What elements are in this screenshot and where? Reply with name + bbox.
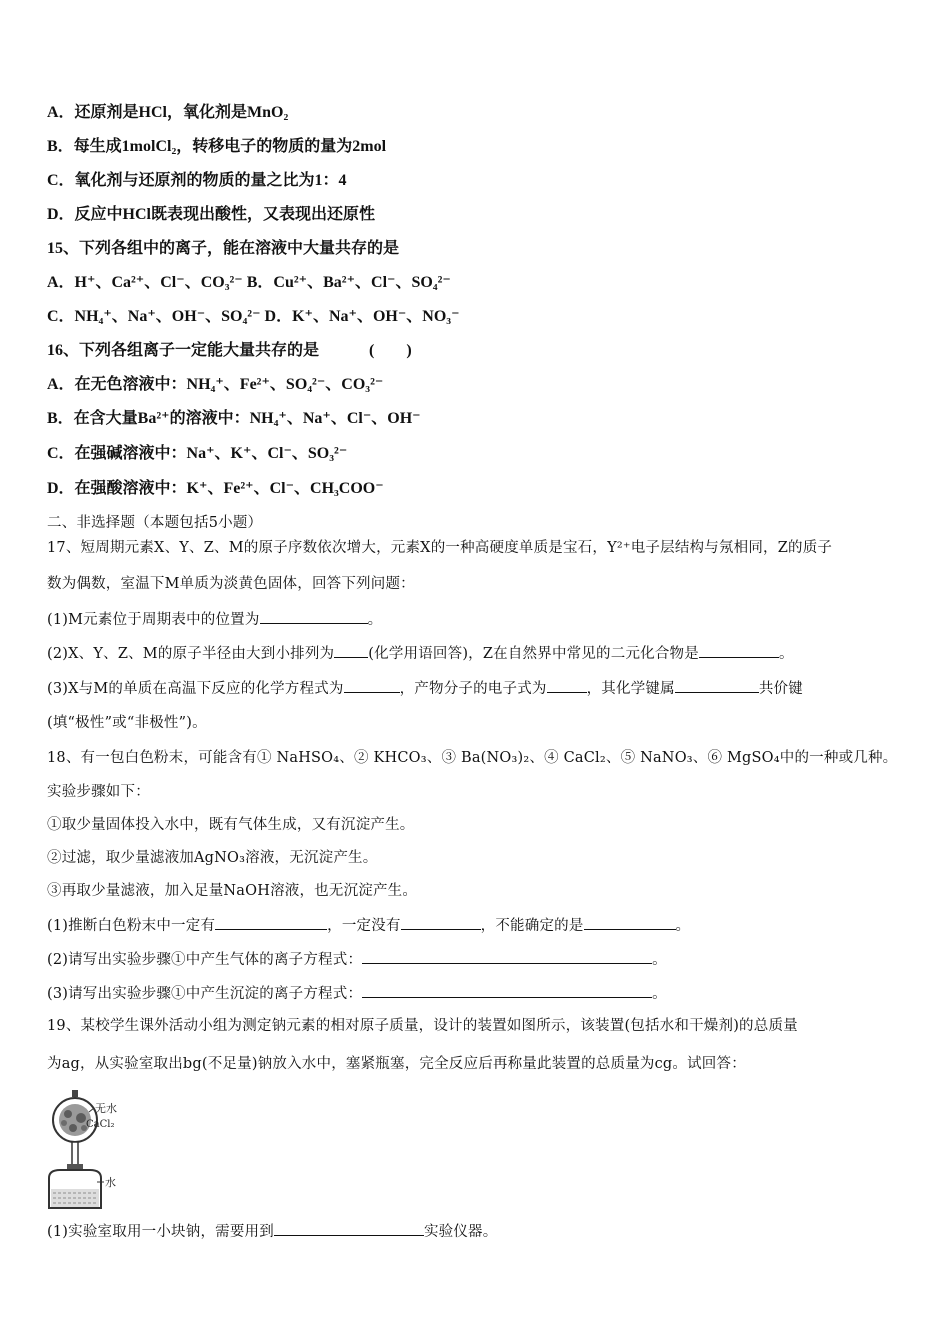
q18-part-3 bbox=[47, 983, 667, 1004]
q19-stem-2: 为ag，从实验室取出bg(不足量)钠放入水中，塞紧瓶塞，完全反应后再称量此装置的总质量为cg。试回答： bbox=[47, 1056, 746, 1072]
q16-option-c: C．在强碱溶液中：Na⁺、K⁺、Cl⁻、SO₃²⁻ bbox=[47, 445, 348, 462]
answer-blank[interactable] bbox=[274, 1221, 424, 1236]
q18-stem-1: 18、有一包白色粉末，可能含有① NaHSO₄、② KHCO₃、③ Ba(NO₃)₂、④ CaCl₂、⑤ NaNO₃、⑥ MgSO₄中的一种或几种。 bbox=[47, 750, 898, 766]
q17-part-3-mid1: ，产物分子的电子式为 bbox=[399, 681, 547, 697]
q18-part-1-text: (1)推断白色粉末中一定有 bbox=[47, 918, 216, 934]
q17-part-1-text: (1)M元素位于周期表中的位置为 bbox=[47, 612, 260, 628]
q17-part-2 bbox=[47, 643, 794, 664]
q14-option-b: B．每生成1molCl₂，转移电子的物质的量为2mol bbox=[47, 138, 387, 155]
q17-part-3-end: 共价键 bbox=[758, 681, 803, 697]
q16-stem-text: 16、下列各组离子一定能大量共存的是 bbox=[47, 342, 320, 359]
answer-blank[interactable] bbox=[584, 915, 676, 930]
q14-option-c: C．氧化剂与还原剂的物质的量之比为1：4 bbox=[47, 172, 347, 189]
q18-part-2-end: 。 bbox=[652, 952, 667, 968]
q17-part-1 bbox=[47, 609, 382, 630]
label-cacl2: CaCl₂ bbox=[86, 1119, 115, 1130]
q18-step-3: ③再取少量滤液，加入足量NaOH溶液，也无沉淀产生。 bbox=[47, 883, 418, 899]
answer-blank[interactable] bbox=[401, 915, 481, 930]
q14-option-d: D．反应中HCl既表现出酸性，又表现出还原性 bbox=[47, 206, 376, 223]
q18-part-2 bbox=[47, 949, 667, 970]
q18-step-2: ②过滤，取少量滤液加AgNO₃溶液，无沉淀产生。 bbox=[47, 850, 378, 866]
q19-stem-1: 19、某校学生课外活动小组为测定钠元素的相对原子质量，设计的装置如图所示，该装置(包括水和干燥剂)的总质量 bbox=[47, 1018, 798, 1034]
label-anhydrous: 无水 bbox=[95, 1102, 117, 1115]
apparatus-figure bbox=[44, 1090, 134, 1210]
q14-option-a: A．还原剂是HCl，氧化剂是MnO₂ bbox=[47, 104, 289, 121]
q15-options-cd: C．NH₄⁺、Na⁺、OH⁻、SO₄²⁻ D．K⁺、Na⁺、OH⁻、NO₃⁻ bbox=[47, 308, 460, 325]
q18-part-2-text: (2)请写出实验步骤①中产生气体的离子方程式： bbox=[47, 952, 363, 968]
q16-answer-paren: ( ) bbox=[369, 342, 412, 359]
q17-stem-2: 数为偶数，室温下M单质为淡黄色固体，回答下列问题： bbox=[47, 576, 415, 592]
q16-stem bbox=[47, 341, 412, 361]
q17-part-2-mid: (化学用语回答)，Z在自然界中常见的二元化合物是 bbox=[368, 646, 699, 662]
q16-option-a: A．在无色溶液中：NH₄⁺、Fe²⁺、SO₄²⁻、CO₃²⁻ bbox=[47, 376, 384, 393]
q18-part-1 bbox=[47, 915, 690, 936]
q18-part-1-end: 。 bbox=[675, 918, 691, 934]
q17-stem-1: 17、短周期元素X、Y、Z、M的原子序数依次增大，元素X的一种高硬度单质是宝石，Y²⁺电子层结构与氖相同，Z的质子 bbox=[47, 540, 833, 556]
label-water: 水 bbox=[105, 1176, 116, 1189]
q17-part-3-text: (3)X与M的单质在高温下反应的化学方程式为 bbox=[47, 681, 344, 697]
answer-blank[interactable] bbox=[334, 643, 368, 658]
q19-part-1 bbox=[47, 1221, 497, 1242]
q17-part-3-line-2: (填“极性”或“非极性”)。 bbox=[47, 715, 207, 731]
q19-part-1-text: (1)实验室取用一小块钠，需要用到 bbox=[47, 1224, 274, 1240]
answer-blank[interactable] bbox=[547, 678, 587, 693]
answer-blank[interactable] bbox=[362, 949, 652, 964]
q18-part-3-text: (3)请写出实验步骤①中产生沉淀的离子方程式： bbox=[47, 986, 363, 1002]
answer-blank[interactable] bbox=[344, 678, 400, 693]
q19-part-1-end: 实验仪器。 bbox=[423, 1224, 498, 1240]
answer-blank[interactable] bbox=[699, 643, 779, 658]
q17-part-3 bbox=[47, 678, 803, 699]
q15-stem: 15、下列各组中的离子，能在溶液中大量共存的是 bbox=[47, 240, 400, 257]
answer-blank[interactable] bbox=[260, 609, 368, 624]
q15-options-ab: A．H⁺、Ca²⁺、Cl⁻、CO₃²⁻ B．Cu²⁺、Ba²⁺、Cl⁻、SO₄²⁻ bbox=[47, 274, 451, 291]
answer-blank[interactable] bbox=[362, 983, 652, 998]
q17-part-1-end: 。 bbox=[367, 612, 383, 628]
q17-part-2-text: (2)X、Y、Z、M的原子半径由大到小排列为 bbox=[47, 646, 335, 662]
q18-part-1-mid1: ，一定没有 bbox=[327, 918, 401, 934]
q17-part-3-mid2: ，其化学键属 bbox=[586, 681, 675, 697]
q18-stem-2: 实验步骤如下： bbox=[47, 784, 150, 800]
q16-option-d: D．在强酸溶液中：K⁺、Fe²⁺、Cl⁻、CH₃COO⁻ bbox=[47, 480, 384, 497]
answer-blank[interactable] bbox=[215, 915, 327, 930]
q18-part-1-mid2: ，不能确定的是 bbox=[480, 918, 584, 934]
answer-blank[interactable] bbox=[675, 678, 759, 693]
q18-step-1: ①取少量固体投入水中，既有气体生成，又有沉淀产生。 bbox=[47, 817, 415, 833]
q16-option-b: B．在含大量Ba²⁺的溶液中：NH₄⁺、Na⁺、Cl⁻、OH⁻ bbox=[47, 410, 421, 427]
q17-part-2-end: 。 bbox=[778, 646, 794, 662]
q18-part-3-end: 。 bbox=[652, 986, 667, 1002]
section-title: 二、非选择题（本题包括5小题） bbox=[47, 515, 263, 531]
